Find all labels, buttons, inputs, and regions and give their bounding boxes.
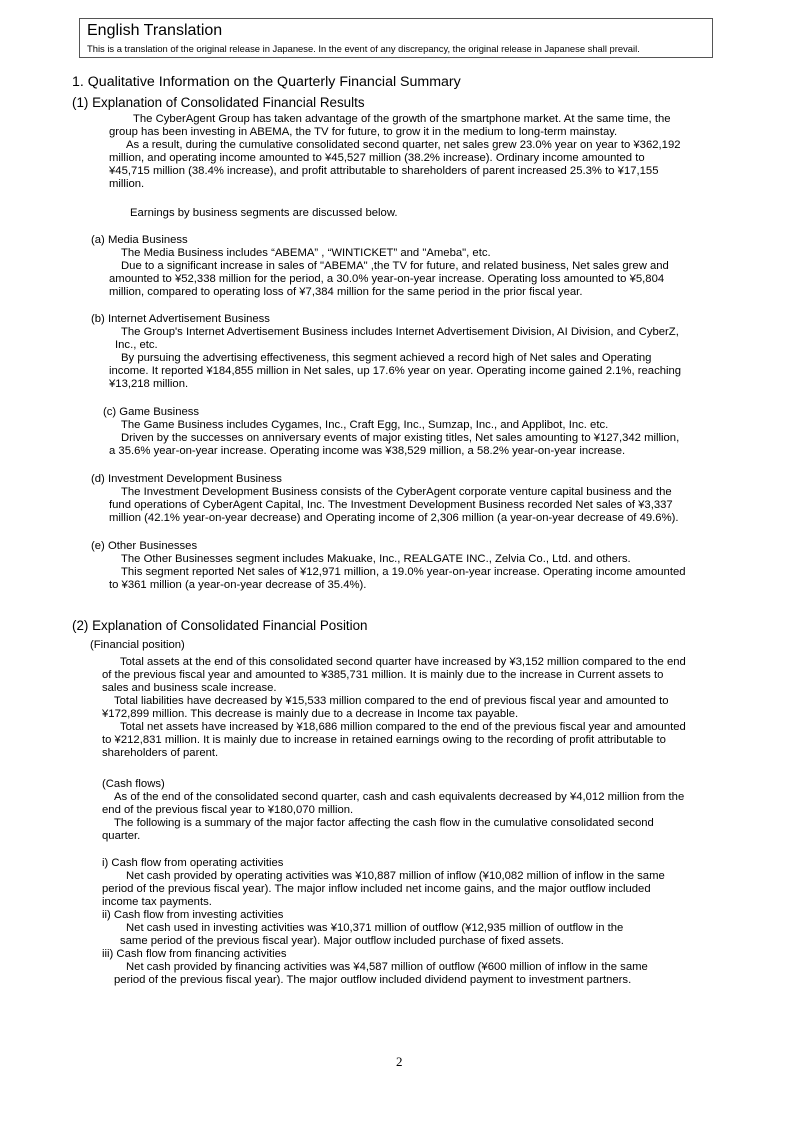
paragraph-line: This segment reported Net sales of ¥12,971 million, a 19.0% year-on-year increase. Operating income amounted [121,566,686,578]
paragraph-line: The Group's Internet Advertisement Business includes Internet Advertisement Division, AI Division, and CyberZ, [121,326,679,338]
subsection-heading-results: (1) Explanation of Consolidated Financial Results [72,95,365,110]
paragraph-line: Total assets at the end of this consolidated second quarter have increased by ¥3,152 million compared to the end [120,656,686,668]
paragraph-line: Due to a significant increase in sales of "ABEMA" ,the TV for future, and related business, Net sales grew and [121,260,669,272]
paragraph-line: The Investment Development Business consists of the CyberAgent corporate venture capital business and the [121,486,672,498]
cash-flow-operating-heading: i) Cash flow from operating activities [102,857,284,869]
paragraph-line: The following is a summary of the major factor affecting the cash flow in the cumulative consolidated second [114,817,654,829]
paragraph-line: ¥172,899 million. This decrease is mainly due to a decrease in Income tax payable. [102,708,519,720]
cash-flows-heading: (Cash flows) [102,778,165,790]
paragraph-line: income tax payments. [102,896,212,908]
paragraph-line: quarter. [102,830,141,842]
paragraph-line: to ¥212,831 million. It is mainly due to increase in retained earnings owing to the recording of profit attributable to [102,734,666,746]
paragraph-line: of the previous fiscal year and amounted to ¥385,731 million. It is mainly due to the increase in Current assets to [102,669,664,681]
paragraph-line: million. [109,178,145,190]
paragraph-line: million, compared to operating loss of ¥7,384 million for the same period in the prior fiscal year. [109,286,583,298]
paragraph-line: end of the previous fiscal year to ¥180,070 million. [102,804,354,816]
notice-title: English Translation [87,22,223,39]
cash-flow-financing-heading: iii) Cash flow from financing activities [102,948,287,960]
paragraph-line: As of the end of the consolidated second quarter, cash and cash equivalents decreased by ¥4,012 million from the [114,791,685,803]
subsection-heading-position: (2) Explanation of Consolidated Financial Position [72,618,368,633]
paragraph-line: Driven by the successes on anniversary events of major existing titles, Net sales amounting to ¥127,342 million, [121,432,680,444]
paragraph-line: The Media Business includes “ABEMA” , “WINTICKET” and "Ameba", etc. [121,247,491,259]
paragraph-line: income. It reported ¥184,855 million in Net sales, up 17.6% year on year. Operating income gained 2.1%, reaching [109,365,682,377]
cash-flow-investing-heading: ii) Cash flow from investing activities [102,909,284,921]
paragraph-line: The Other Businesses segment includes Makuake, Inc., REALGATE INC., Zelvia Co., Ltd. and others. [121,553,631,565]
paragraph-line: same period of the previous fiscal year). Major outflow included purchase of fixed assets. [120,935,564,947]
paragraph-line: million (42.1% year-on-year decrease) and Operating income of 2,306 million (a year-on-year decrease of 49.6%). [109,512,679,524]
paragraph-line: shareholders of parent. [102,747,219,759]
paragraph-line: sales and business scale increase. [102,682,277,694]
paragraph-line: Earnings by business segments are discussed below. [130,207,398,219]
paragraph-line: to ¥361 million (a year-on-year decrease of 35.4%). [109,579,367,591]
financial-position-heading: (Financial position) [90,639,185,651]
segment-heading-media: (a) Media Business [91,234,188,246]
paragraph-line: amounted to ¥52,338 million for the period, a 30.0% year-on-year increase. Operating loss amounted to ¥5,804 [109,273,665,285]
paragraph-line: million, and operating income amounted to ¥45,527 million (38.2% increase). Ordinary income amounted to [109,152,645,164]
paragraph-line: Net cash provided by financing activities was ¥4,587 million of outflow (¥600 million of inflow in the same [126,961,648,973]
paragraph-line: Total net assets have increased by ¥18,686 million compared to the end of the previous fiscal year and amounted [120,721,686,733]
paragraph-line: period of the previous fiscal year). The major outflow included dividend payment to investment partners. [114,974,632,986]
notice-text: This is a translation of the original release in Japanese. In the event of any discrepancy, the original release in Japanese shall prevail. [87,43,640,54]
translation-notice-box [79,18,713,58]
paragraph-line: ¥13,218 million. [109,378,189,390]
page-number: 2 [396,1054,403,1069]
segment-heading-internet-ad: (b) Internet Advertisement Business [91,313,270,325]
paragraph-line: group has been investing in ABEMA, the TV for future, to grow it in the medium to long-term mainstay. [109,126,618,138]
paragraph-line: Inc., etc. [115,339,158,351]
paragraph-line: Net cash provided by operating activities was ¥10,887 million of inflow (¥10,082 million of inflow in the same [126,870,665,882]
segment-heading-investment: (d) Investment Development Business [91,473,282,485]
section-heading: 1. Qualitative Information on the Quarterly Financial Summary [72,74,461,90]
paragraph-line: period of the previous fiscal year). The major inflow included net income gains, and the major outflow included [102,883,651,895]
paragraph-line: The CyberAgent Group has taken advantage of the growth of the smartphone market. At the same time, the [133,113,671,125]
paragraph-line: a 35.6% year-on-year increase. Operating income was ¥38,529 million, a 58.2% year-on-year increase. [109,445,626,457]
segment-heading-game: (c) Game Business [103,406,200,418]
paragraph-line: Net cash used in investing activities was ¥10,371 million of outflow (¥12,935 million of outflow in the [126,922,624,934]
paragraph-line: fund operations of CyberAgent Capital, Inc. The Investment Development Business recorded Net sales of ¥3,337 [109,499,673,511]
paragraph-line: ¥45,715 million (38.4% increase), and profit attributable to shareholders of parent increased 25.3% to ¥17,155 [109,165,659,177]
paragraph-line: By pursuing the advertising effectiveness, this segment achieved a record high of Net sales and Operating [121,352,652,364]
paragraph-line: As a result, during the cumulative consolidated second quarter, net sales grew 23.0% year on year to ¥362,192 [126,139,681,151]
segment-heading-other: (e) Other Businesses [91,540,198,552]
paragraph-line: The Game Business includes Cygames, Inc., Craft Egg, Inc., Sumzap, Inc., and Applibot, Inc. etc. [121,419,609,431]
paragraph-line: Total liabilities have decreased by ¥15,533 million compared to the end of previous fiscal year and amounted to [114,695,669,707]
